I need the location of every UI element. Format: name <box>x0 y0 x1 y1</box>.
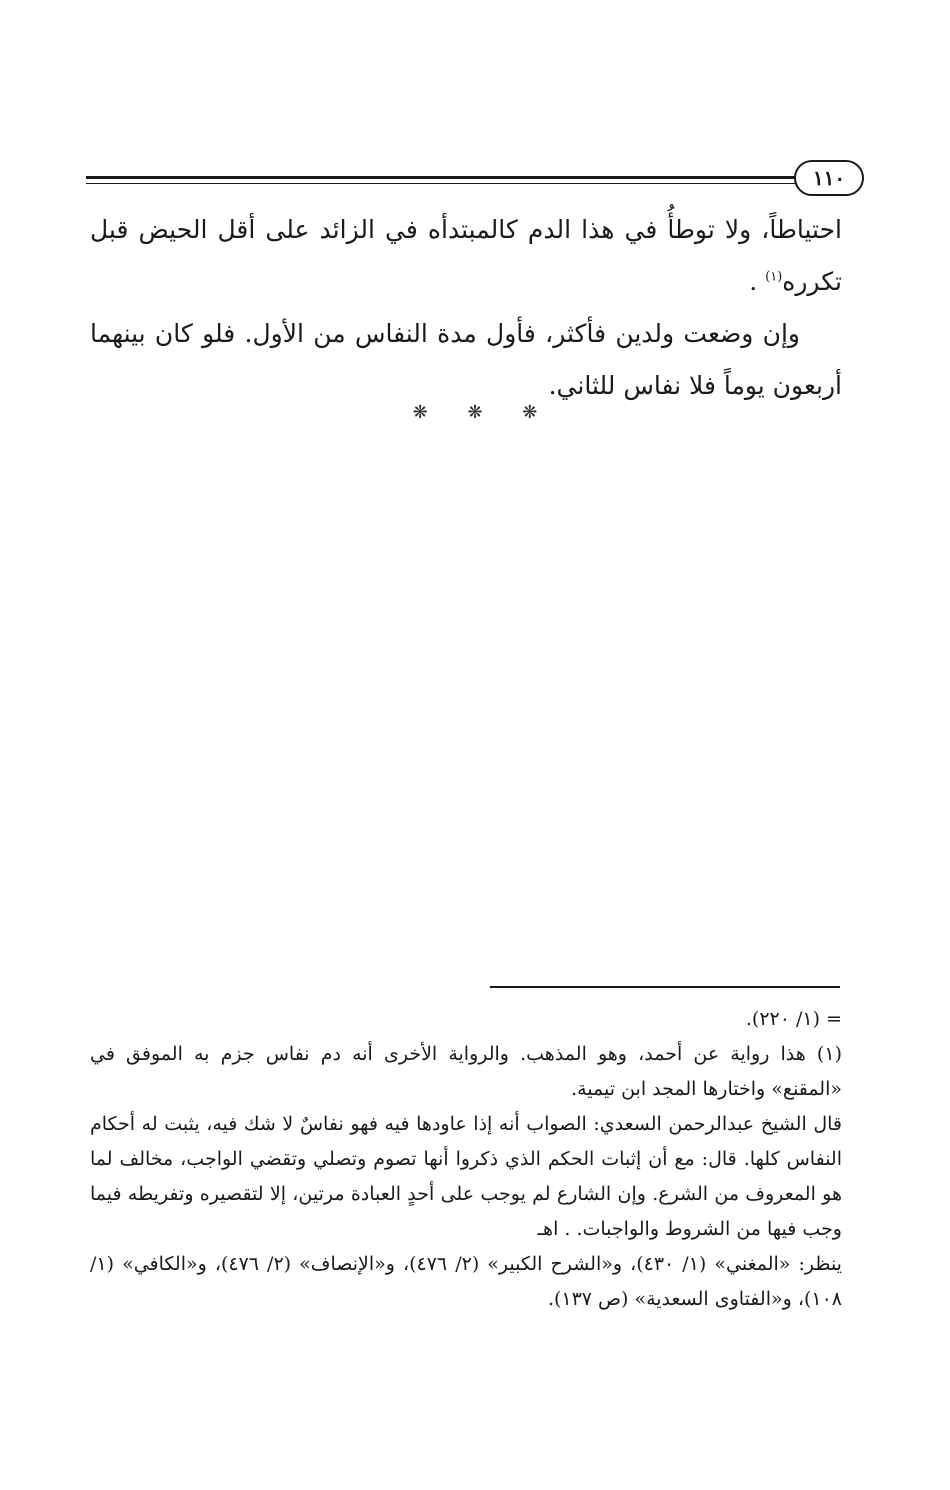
paragraph-1 <box>90 204 842 308</box>
footnote-continuation: = (١/ ٢٢٠). <box>745 1008 842 1030</box>
footnote-separator-rule <box>490 986 840 988</box>
paragraph-1-text: احتياطاً، ولا توطأُ في هذا الدم كالمبتدأه في الزائد على أقل الحيض قبل تكرره <box>90 215 842 296</box>
footnote-1-part-1: (١) هذا رواية عن أحمد، وهو المذهب. والرواية الأخرى أنه دم نفاس جزم به الموفق في «المقنع» واختارها المجد ابن تيمية. <box>90 1043 842 1100</box>
footnote-1-part-2: قال الشيخ عبدالرحمن السعدي: الصواب أنه إذا عاودها فيه فهو نفاسٌ لا شك فيه، يثبت له أحكام النفاس كلها. قال: مع أن إثبات الحكم الذي ذكروا أنها تصوم وتصلي وتقضي الواجب، مخالف لما هو المعروف من الشرع. وإن الشارع لم يوجب على أحدٍ العبادة مرتين، إلا لتقصيره وتفريطه فيما وجب فيها من الشروط والواجبات. . اهـ <box>90 1113 842 1240</box>
footnote-ref-1: (١) <box>765 269 783 285</box>
footnote-1-part-3: ينظر: «المغني» (١/ ٤٣٠)، و«الشرح الكبير» (٢/ ٤٧٦)، و«الإنصاف» (٢/ ٤٧٦)، و«الكافي» (١/ ١٠٨)، و«الفتاوى السعدية» (ص ١٣٧). <box>90 1253 842 1310</box>
section-separator: ❋ ❋ ❋ <box>412 402 538 423</box>
main-text <box>90 204 842 412</box>
footnotes <box>90 1002 842 1317</box>
page-number-badge <box>794 160 864 196</box>
header-rule <box>86 176 798 184</box>
paragraph-1-end: . <box>749 267 766 296</box>
paragraph-2: وإن وضعت ولدين فأكثر، فأول مدة النفاس من الأول. فلو كان بينهما أربعون يوماً فلا نفاس للثاني. <box>90 319 842 400</box>
page-number: ١١٠ <box>812 166 846 190</box>
